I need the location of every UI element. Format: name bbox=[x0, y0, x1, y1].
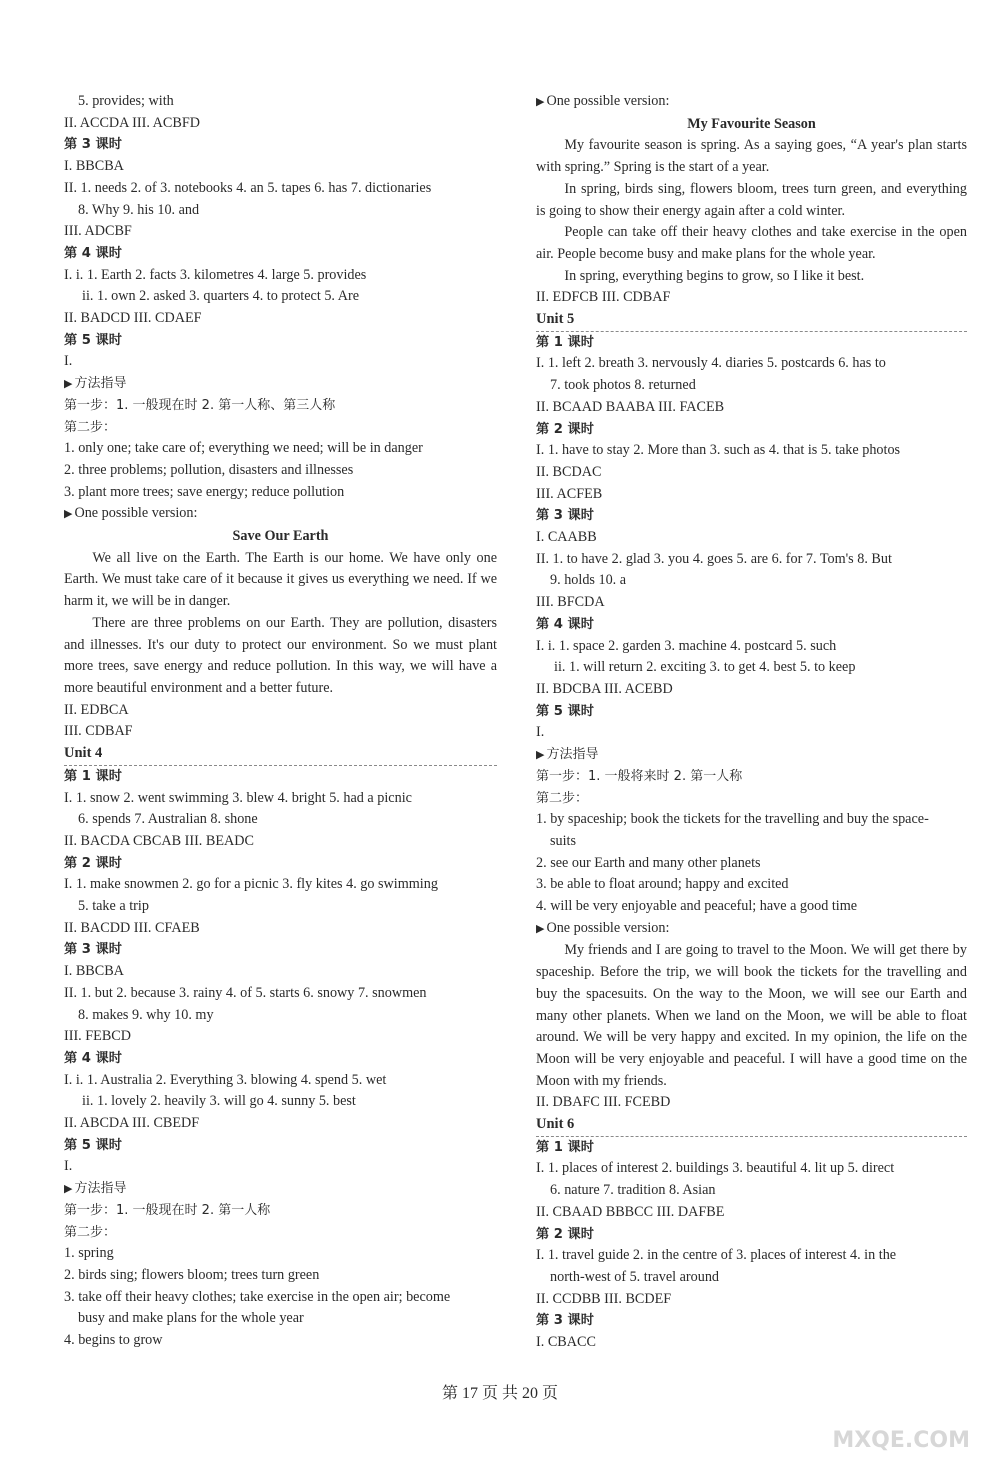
answer-line: I. BBCBA bbox=[64, 963, 124, 980]
step-line: 第一步：1. 一般将来时 2. 第一人称 bbox=[536, 768, 743, 784]
lesson-heading: 第 2 课时 bbox=[64, 855, 122, 871]
answer-line: I. CAABB bbox=[536, 529, 597, 546]
answer-line: ii. 1. lovely 2. heavily 3. will go 4. sunny 5. best bbox=[82, 1093, 356, 1110]
answer-line: I. i. 1. Earth 2. facts 3. kilometres 4. large 5. provides bbox=[64, 266, 367, 283]
answer-line: 2. see our Earth and many other planets bbox=[536, 854, 761, 871]
answer-line: north-west of 5. travel around bbox=[550, 1268, 720, 1285]
answer-line: I. 1. make snowmen 2. go for a picnic 3. fly kites 4. go swimming bbox=[64, 876, 438, 893]
answer-line: 5. provides; with bbox=[78, 93, 174, 109]
watermark: MXQE.COM bbox=[832, 1428, 970, 1453]
answer-line: III. CDBAF bbox=[64, 723, 133, 740]
answer-line: II. 1. needs 2. of 3. notebooks 4. an 5. tapes 6. has 7. dictionaries bbox=[64, 179, 432, 196]
answer-line: I. 1. left 2. breath 3. nervously 4. diaries 5. postcards 6. has to bbox=[536, 355, 886, 372]
answer-line: II. BDCBA III. ACEBD bbox=[536, 680, 673, 697]
answer-line: 8. Why 9. his 10. and bbox=[78, 201, 200, 218]
lesson-heading: 第 4 课时 bbox=[64, 1050, 122, 1066]
answer-line: I. 1. have to stay 2. More than 3. such as 4. that is 5. take photos bbox=[536, 442, 901, 459]
arrow-icon: ▶ bbox=[64, 377, 73, 391]
method-heading: ▶ 方法指导 bbox=[536, 747, 599, 763]
arrow-icon: ▶ bbox=[536, 96, 545, 108]
answer-line: 6. spends 7. Australian 8. shone bbox=[78, 811, 258, 828]
answer-line: I. 1. travel guide 2. in the centre of 3. places of interest 4. in the bbox=[536, 1247, 897, 1264]
answer-line: I. i. 1. Australia 2. Everything 3. blowing 4. spend 5. wet bbox=[64, 1071, 387, 1088]
answer-line: 4. begins to grow bbox=[64, 1332, 163, 1349]
answer-line: I. CBACC bbox=[536, 1334, 596, 1351]
lesson-heading: 第 3 课时 bbox=[64, 942, 122, 958]
answer-line: busy and make plans for the whole year bbox=[78, 1310, 304, 1327]
essay-paragraph: People can take off their heavy clothes and take exercise in the open air. People become busy and make plans for the whole year. bbox=[536, 224, 967, 262]
answer-line: 2. birds sing; flowers bloom; trees turn green bbox=[64, 1266, 320, 1283]
answer-line: I. bbox=[64, 353, 73, 370]
answer-line: III. ADCBF bbox=[64, 223, 132, 240]
essay-paragraph: My favourite season is spring. As a saying goes, “A year's plan starts with spring.” Spring is the start of a year. bbox=[536, 137, 967, 176]
answer-line: 5. take a trip bbox=[78, 898, 149, 915]
version-label: ▶ One possible version: bbox=[536, 93, 670, 109]
version-label: ▶ One possible version: bbox=[536, 919, 670, 936]
version-label: ▶ One possible version: bbox=[64, 505, 198, 522]
lesson-heading: 第 1 课时 bbox=[536, 334, 594, 350]
lesson-heading: 第 2 课时 bbox=[536, 1226, 594, 1242]
answer-line: II. ACCDA III. ACBFD bbox=[64, 114, 200, 131]
answer-line: 9. holds 10. a bbox=[550, 572, 627, 589]
answer-line: II. ABCDA III. CBEDF bbox=[64, 1115, 200, 1132]
lesson-heading: 第 4 课时 bbox=[536, 616, 594, 632]
answer-line: II. DBAFC III. FCEBD bbox=[536, 1094, 671, 1111]
answer-line: II. EDBCA bbox=[64, 701, 129, 718]
answer-line: I. bbox=[64, 1158, 73, 1175]
lesson-heading: 第 3 课时 bbox=[64, 137, 122, 153]
answer-line: 3. plant more trees; save energy; reduce pollution bbox=[64, 483, 345, 500]
answer-line: 6. nature 7. tradition 8. Asian bbox=[550, 1182, 716, 1199]
answer-line: I. 1. places of interest 2. buildings 3. beautiful 4. lit up 5. direct bbox=[536, 1160, 895, 1177]
step-line: 第一步：1. 一般现在时 2. 第一人称 bbox=[64, 1202, 271, 1218]
essay-paragraph: In spring, everything begins to grow, so I like it best. bbox=[564, 267, 865, 284]
answer-line: 3. take off their heavy clothes; take exercise in the open air; become bbox=[64, 1288, 451, 1305]
lesson-heading: 第 5 课时 bbox=[64, 1137, 122, 1153]
answer-line: II. BADCD III. CDAEF bbox=[64, 310, 202, 327]
answer-line: 7. took photos 8. returned bbox=[550, 377, 696, 394]
answer-line: 1. only one; take care of; everything we need; will be in danger bbox=[64, 440, 423, 457]
answer-line: 1. by spaceship; book the tickets for the travelling and buy the space- bbox=[536, 811, 929, 828]
step-line: 第二步： bbox=[536, 790, 589, 806]
lesson-heading: 第 1 课时 bbox=[536, 1139, 594, 1155]
step-line: 第二步： bbox=[64, 1224, 117, 1240]
answer-line: III. ACFEB bbox=[536, 485, 603, 502]
answer-line: 4. will be very enjoyable and peaceful; have a good time bbox=[536, 898, 858, 915]
answer-line: ii. 1. will return 2. exciting 3. to get 4. best 5. to keep bbox=[554, 659, 856, 676]
lesson-heading: 第 2 课时 bbox=[536, 421, 594, 437]
method-heading: ▶ 方法指导 bbox=[64, 376, 127, 392]
answer-line: 2. three problems; pollution, disasters and illnesses bbox=[64, 461, 354, 478]
right-column bbox=[536, 91, 967, 1354]
answer-line: III. FEBCD bbox=[64, 1028, 131, 1045]
essay-paragraph: There are three problems on our Earth. They are pollution, disasters and illnesses. It's our duty to protect our environment. So we must plant more trees, save energy and reduce pollution. In this way, we will have a more beautiful environment and a better future. bbox=[64, 614, 497, 696]
answer-line: 8. makes 9. why 10. my bbox=[78, 1006, 214, 1023]
answer-line: I. 1. snow 2. went swimming 3. blew 4. bright 5. had a picnic bbox=[64, 789, 412, 806]
answer-line: 1. spring bbox=[64, 1245, 114, 1262]
arrow-icon: ▶ bbox=[536, 748, 545, 762]
left-column bbox=[64, 91, 497, 1352]
unit-heading: Unit 4 bbox=[64, 743, 497, 766]
answer-line: 3. be able to float around; happy and excited bbox=[536, 876, 789, 893]
essay-paragraph: In spring, birds sing, flowers bloom, trees turn green, and everything is going to show their energy again after a cold winter. bbox=[536, 180, 967, 219]
step-line: 第二步： bbox=[64, 419, 117, 435]
page-number: 第 17 页 共 20 页 bbox=[441, 1385, 558, 1402]
arrow-icon: ▶ bbox=[536, 922, 545, 935]
essay-paragraph: We all live on the Earth. The Earth is our home. We have only one Earth. We must take care of it because it gives us everything we need. If we harm it, we will be in danger. bbox=[64, 549, 497, 610]
answer-line: II. 1. to have 2. glad 3. you 4. goes 5. are 6. for 7. Tom's 8. But bbox=[536, 550, 892, 567]
essay-title: Save Our Earth bbox=[232, 528, 329, 545]
lesson-heading: 第 3 课时 bbox=[536, 1313, 594, 1329]
arrow-icon: ▶ bbox=[64, 508, 73, 521]
unit-heading: Unit 6 bbox=[536, 1114, 967, 1137]
answer-line: I. BBCBA bbox=[64, 158, 124, 175]
answer-line: I. i. 1. space 2. garden 3. machine 4. postcard 5. such bbox=[536, 637, 837, 654]
method-heading: ▶ 方法指导 bbox=[64, 1181, 127, 1197]
answer-line: ii. 1. own 2. asked 3. quarters 4. to protect 5. Are bbox=[82, 288, 359, 305]
answer-line: II. CCDBB III. BCDEF bbox=[536, 1290, 672, 1307]
unit-heading: Unit 5 bbox=[536, 309, 967, 332]
answer-line: II. BCAAD BAABA III. FACEB bbox=[536, 398, 725, 415]
essay-paragraph: My friends and I are going to travel to the Moon. We will get there by spaceship. Before the trip, we will book the tickets for the travelling and buy the spacesuits. On the way to the Moon, we will see our Earth and many other planets. When we land on the Moon, we will be able to float around. We will be very happy and excited. In my opinion, the life on the Moon will be very enjoyable and peaceful. I will have a good time on the Moon with my friends. bbox=[536, 942, 967, 1089]
lesson-heading: 第 3 课时 bbox=[536, 508, 594, 524]
answer-line: II. BACDD III. CFAEB bbox=[64, 919, 200, 936]
lesson-heading: 第 4 课时 bbox=[64, 245, 122, 261]
arrow-icon: ▶ bbox=[64, 1182, 73, 1196]
lesson-heading: 第 1 课时 bbox=[64, 768, 122, 784]
answer-line: II. BACDA CBCAB III. BEADC bbox=[64, 832, 254, 849]
lesson-heading: 第 5 课时 bbox=[64, 332, 122, 348]
answer-line: I. bbox=[536, 724, 545, 741]
answer-line: II. CBAAD BBBCC III. DAFBE bbox=[536, 1203, 725, 1220]
step-line: 第一步：1. 一般现在时 2. 第一人称、第三人称 bbox=[64, 397, 336, 413]
answer-line: II. 1. but 2. because 3. rainy 4. of 5. starts 6. snowy 7. snowmen bbox=[64, 984, 427, 1001]
answer-line: II. EDFCB III. CDBAF bbox=[536, 289, 671, 306]
answer-line: suits bbox=[550, 832, 577, 849]
lesson-heading: 第 5 课时 bbox=[536, 703, 594, 719]
essay-title: My Favourite Season bbox=[687, 115, 816, 132]
answer-line: II. BCDAC bbox=[536, 463, 602, 480]
answer-line: III. BFCDA bbox=[536, 594, 605, 611]
